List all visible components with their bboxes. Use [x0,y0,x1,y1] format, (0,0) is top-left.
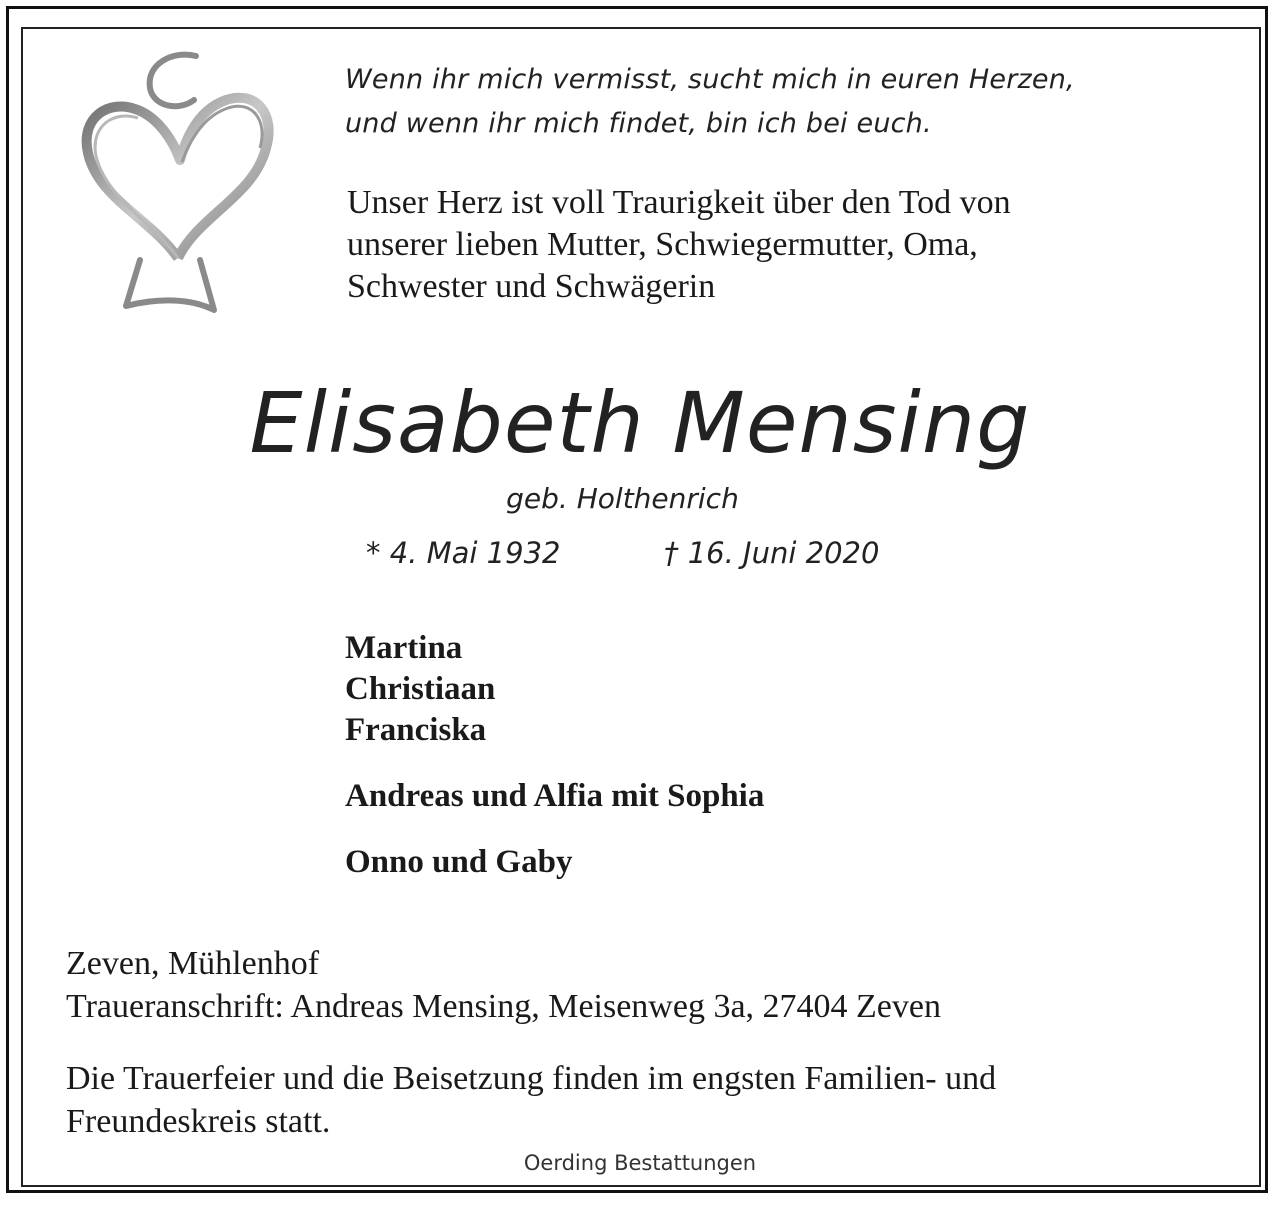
quote-line: und wenn ihr mich findet, bin ich bei euch. [345,108,932,139]
announcement-intro [347,182,1011,308]
memorial-quote [345,58,1075,146]
ceremony-line: Freundeskreis statt. [66,1103,331,1140]
address-contact: Traueranschrift: Andreas Mensing, Meisenweg 3a, 27404 Zeven [66,988,941,1025]
mourning-address [66,942,941,1028]
death-date: † 16. Juni 2020 [664,536,880,570]
mourner-name: Christiaan [345,671,496,707]
birth-name: geb. Holthenrich [506,482,739,515]
intro-line: Schwester und Schwägerin [347,268,716,305]
life-dates [366,536,880,570]
family-group [345,842,764,883]
deceased-name: Elisabeth Mensing [249,374,1031,472]
birth-date: * 4. Mai 1932 [366,536,561,570]
ceremony-line: Die Trauerfeier und die Beisetzung finden im engsten Familien- und [66,1060,997,1097]
angel-heart-icon [78,48,278,318]
mourner-name: Franciska [345,712,487,748]
mourner-name: Martina [345,630,463,666]
family-group [345,776,764,817]
children-group [345,628,764,751]
undertaker-credit: Oerding Bestattungen [523,1151,757,1175]
mourner-name: Andreas und Alfia mit Sophia [345,778,765,814]
mourner-name: Onno und Gaby [345,844,573,880]
address-place: Zeven, Mühlenhof [66,945,320,982]
ceremony-note [66,1057,1086,1143]
mourners-list [345,628,764,883]
intro-line: Unser Herz ist voll Traurigkeit über den Tod von [347,184,1011,221]
intro-line: unserer lieben Mutter, Schwiegermutter, Oma, [347,226,978,263]
quote-line: Wenn ihr mich vermisst, sucht mich in euren Herzen, [345,64,1075,95]
